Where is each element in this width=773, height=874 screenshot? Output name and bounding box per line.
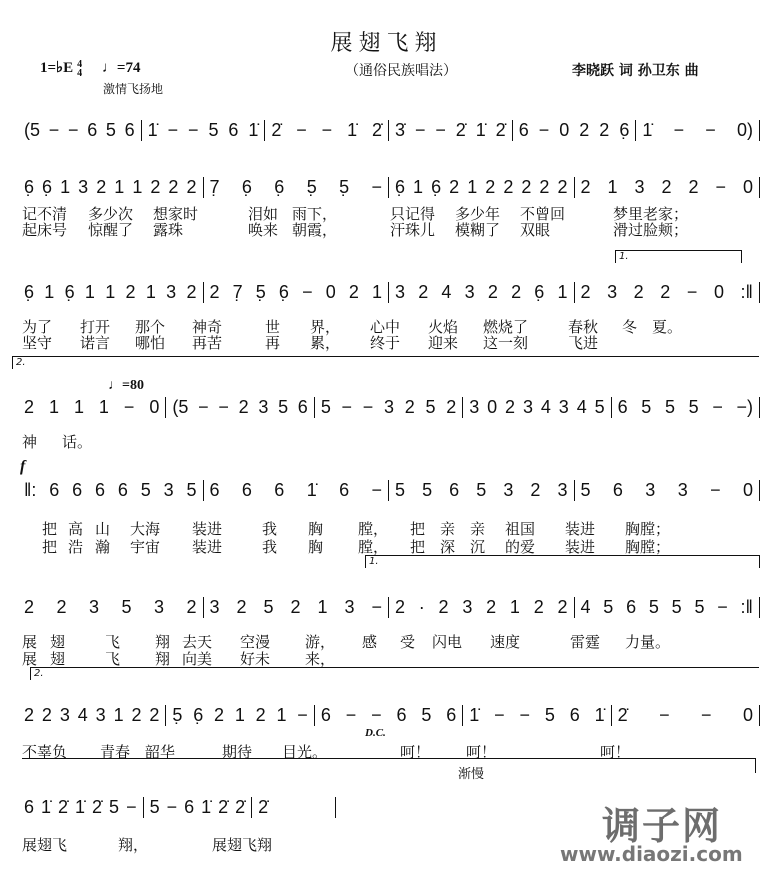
lyric-segment: 唤来 <box>248 221 279 239</box>
lyric-segment: 再 <box>265 334 281 352</box>
lyric-segment: 空漫 <box>240 633 271 651</box>
measure: 2 7̣ 5̣ 6̣ − 0 2 1 <box>204 282 390 303</box>
lyric-segment: 瀚 <box>95 538 111 556</box>
subtitle: （通俗民族唱法） <box>345 63 457 79</box>
lyric-segment: 的爱 <box>505 538 536 556</box>
lyric-segment: 胸膛； <box>625 538 671 556</box>
lyric-segment: 那个 <box>135 318 166 336</box>
tempo-marking: ♩=74 <box>101 60 141 76</box>
lyric-segment: 滑过脸颊； <box>613 221 689 239</box>
notation-line <box>18 595 760 619</box>
lyric-segment: 打开 <box>80 318 111 336</box>
lyric-segment: 呵！ <box>600 743 631 761</box>
lyric-segment: 坚守 <box>22 334 53 352</box>
lyric-segment: 飞 <box>105 633 121 651</box>
lyric-segment: 想家时 <box>153 205 199 223</box>
notation-line <box>18 175 760 199</box>
lyric-segment: 展翅飞翔 <box>212 836 273 854</box>
key-signature <box>40 58 140 78</box>
notation-line <box>18 118 760 142</box>
dynamic-forte: f <box>20 458 26 475</box>
key: 1=♭E <box>40 60 74 76</box>
measure: 2 3 2 2 − 0 :‖ <box>575 282 761 303</box>
lyric-segment: 目光。 <box>282 743 328 761</box>
lyric-segment: 春秋 <box>568 318 599 336</box>
lyric-segment: 把 <box>42 538 58 556</box>
notation-line <box>18 795 336 819</box>
lyric-segment: 燃烧了 <box>483 318 529 336</box>
lyric-segment: 不曾回 <box>520 205 566 223</box>
lyric-segment: 闪电 <box>432 633 463 651</box>
lyric-segment: 哪怕 <box>135 334 166 352</box>
lyric-segment: 来， <box>305 650 336 668</box>
measure: 2̇ − − 0 <box>612 705 760 726</box>
lyric-segment: 深 <box>440 538 456 556</box>
lyric-segment: 梦里老家； <box>613 205 689 223</box>
measure: 3̇ − − 2̇ 1̇ 2̇ <box>389 120 513 141</box>
time-top: 4 <box>77 58 83 70</box>
lyric-segment: 力量。 <box>625 633 671 651</box>
lyric-segment: 终于 <box>370 334 401 352</box>
lyric-segment: 世 <box>265 318 281 336</box>
expression-marking: 激情飞扬地 <box>103 82 164 96</box>
lyric-segment: 感 <box>362 633 378 651</box>
lyric-segment: 膛， <box>358 538 389 556</box>
lyric-segment: 飞进 <box>568 334 599 352</box>
measure: 2 2 3 4 3 1 2 2 <box>18 705 166 726</box>
lyric-segment: 膛， <box>358 520 389 538</box>
lyric-segment: 汗珠儿 <box>390 221 436 239</box>
lyric-segment: 我 <box>262 520 278 538</box>
lyric-segment: 双眼 <box>520 221 551 239</box>
measure: 6 5 5 5 − −) <box>612 397 760 418</box>
lyric-segment: 装进 <box>192 520 223 538</box>
lyric-segment: 界， <box>310 318 341 336</box>
lyric-segment: 火焰 <box>428 318 459 336</box>
lyric-segment: 向美 <box>182 650 213 668</box>
credits: 李晓跃 词 孙卫东 曲 <box>572 63 699 79</box>
lyric-segment: 为了 <box>22 318 53 336</box>
volta-1-bracket: 1. <box>365 555 760 568</box>
notation-line <box>18 395 760 419</box>
measure: 6 6 6 1̇ 6 − <box>204 480 390 501</box>
measure: 1̇ − − 5 6 1̇ <box>142 120 266 141</box>
lyric-segment: 宇宙 <box>130 538 161 556</box>
lyric-segment: 展 <box>22 633 38 651</box>
lyric-segment: 沉 <box>470 538 486 556</box>
lyric-segment: 胸膛； <box>625 520 671 538</box>
lyric-segment: 露珠 <box>153 221 184 239</box>
lyric-segment: 再苦 <box>192 334 223 352</box>
lyric-segment: 大海 <box>130 520 161 538</box>
measure: ‖: 6 6 6 6 5 3 5 <box>18 480 204 501</box>
lyric-segment: 韶华 <box>145 743 176 761</box>
lyric-segment: 话。 <box>62 433 93 451</box>
measure: 2 1 3 2 2 − 0 <box>575 177 761 198</box>
lyric-segment: 速度 <box>490 633 521 651</box>
watermark-logo: 调子网 <box>602 804 723 848</box>
lyric-segment: 祖国 <box>505 520 536 538</box>
lyric-segment: 装进 <box>565 520 596 538</box>
lyric-segment: 这一刻 <box>483 334 529 352</box>
lyric-segment: 心中 <box>370 318 401 336</box>
measure: 2 1 1 1 − 0 <box>18 397 166 418</box>
measure: (5 − − 6 5 6 <box>18 120 142 141</box>
volta-2-bracket: 2. <box>12 356 759 369</box>
lyric-segment: 好未 <box>240 650 271 668</box>
lyric-segment: 把 <box>410 520 426 538</box>
measure: 6 − − 6 5 6 <box>315 705 463 726</box>
ritardando-marking: 渐慢 <box>458 767 485 782</box>
lyric-segment: 翅 <box>50 633 66 651</box>
lyric-segment: 去天 <box>182 633 213 651</box>
lyric-segment: 期待 <box>222 743 253 761</box>
measure: 2̇ <box>252 797 336 818</box>
lyric-segment: 高 <box>68 520 84 538</box>
lyric-segment: 展 <box>22 650 38 668</box>
lyric-segment: 我 <box>262 538 278 556</box>
lyric-segment: 雨下， <box>292 205 338 223</box>
measure: 1̇ − − 5 6 1̇ <box>463 705 611 726</box>
measure: 5 − − 3 2 5 2 <box>315 397 463 418</box>
lyric-segment: 受 <box>400 633 416 651</box>
measure: (5 − − 2 3 5 6 <box>166 397 314 418</box>
lyric-segment: 胸 <box>308 520 324 538</box>
lyric-segment: 记不清 <box>22 205 68 223</box>
notation-line <box>18 280 760 304</box>
measure: 6 − 0 2 2 6̣ <box>513 120 637 141</box>
lyric-segment: 夏。 <box>652 318 683 336</box>
time-bottom: 4 <box>77 67 83 79</box>
lyric-segment: 只记得 <box>390 205 436 223</box>
song-title: 展翅飞翔 <box>330 31 443 56</box>
lyric-segment: 神奇 <box>192 318 223 336</box>
measure: 5 − 6 1̇ 2̇ 2̇ <box>144 797 253 818</box>
lyric-segment: 飞 <box>105 650 121 668</box>
lyric-segment: 展翅飞 <box>22 836 68 854</box>
lyric-segment: 把 <box>42 520 58 538</box>
lyric-segment: 把 <box>410 538 426 556</box>
lyric-segment: 冬 <box>622 318 638 336</box>
lyric-segment: 呵！ <box>400 743 431 761</box>
measure: 4 5 6 5 5 5 − :‖ <box>575 597 761 618</box>
measure: 2 2 3 5 3 2 <box>18 597 204 618</box>
lyric-segment: 惊醒了 <box>88 221 134 239</box>
measure: 3 2 4 3 2 2 6̣ 1 <box>389 282 575 303</box>
measure: 2 · 2 3 2 1 2 2 <box>389 597 575 618</box>
measure: 1̇ − − 0) <box>636 120 760 141</box>
measure: 3 2 5 2 1 3 − <box>204 597 390 618</box>
lyric-segment: 呵！ <box>466 743 497 761</box>
measure: 6 1̇ 2̇ 1̇ 2̇ 5 − <box>18 797 144 818</box>
lyric-segment: 起床号 <box>22 221 68 239</box>
measure: 5̣ 6̣ 2 1 2 1 − <box>166 705 314 726</box>
volta-1-bracket: 1. <box>615 250 742 263</box>
notation-line <box>18 703 760 727</box>
lyric-segment: 亲 <box>440 520 456 538</box>
measure: 5 5 6 5 3 2 3 <box>389 480 575 501</box>
lyric-segment: 装进 <box>192 538 223 556</box>
lyric-segment: 翔 <box>155 650 171 668</box>
lyric-segment: 浩 <box>68 538 84 556</box>
measure: 2̇ − − 1̇ 2̇ <box>265 120 389 141</box>
lyric-segment: 翔， <box>118 836 149 854</box>
measure: 6̣ 6̣ 1 3 2 1 1 2 2 2 <box>18 177 204 198</box>
da-capo-marking: D.C. <box>365 727 386 739</box>
lyric-segment: 青春 <box>100 743 131 761</box>
lyric-segment: 累， <box>310 334 341 352</box>
measure: 3 0 2 3 4 3 4 5 <box>463 397 611 418</box>
lyric-segment: 泪如 <box>248 205 279 223</box>
lyric-segment: 多少次 <box>88 205 134 223</box>
measure: 6̣ 1 6̣ 2 1 2 2 2 2 2 <box>389 177 575 198</box>
measure: 7̣ 6̣ 6̣ 5̣ 5̣ − <box>204 177 390 198</box>
lyric-segment: 神 <box>22 433 38 451</box>
lyric-segment: 模糊了 <box>455 221 501 239</box>
lyric-segment: 亲 <box>470 520 486 538</box>
section-line <box>22 758 756 773</box>
lyric-segment: 装进 <box>565 538 596 556</box>
lyric-segment: 翔 <box>155 633 171 651</box>
watermark-url: www.diaozi.com <box>560 842 743 866</box>
time-signature <box>77 60 82 78</box>
measure: 6̣ 1 6̣ 1 1 2 1 3 2 <box>18 282 204 303</box>
lyric-segment: 雷霆 <box>570 633 601 651</box>
lyric-segment: 迎来 <box>428 334 459 352</box>
tempo-marking-2: ♩=80 <box>108 378 144 393</box>
lyric-segment: 胸 <box>308 538 324 556</box>
lyric-segment: 翅 <box>50 650 66 668</box>
measure: 5 6 3 3 − 0 <box>575 480 761 501</box>
lyric-segment: 不辜负 <box>22 743 68 761</box>
lyric-segment: 诺言 <box>80 334 111 352</box>
notation-line <box>18 478 760 502</box>
lyric-segment: 朝霞， <box>292 221 338 239</box>
lyric-segment: 游， <box>305 633 336 651</box>
lyric-segment: 多少年 <box>455 205 501 223</box>
volta-2-bracket: 2. <box>30 667 759 680</box>
lyric-segment: 山 <box>95 520 111 538</box>
